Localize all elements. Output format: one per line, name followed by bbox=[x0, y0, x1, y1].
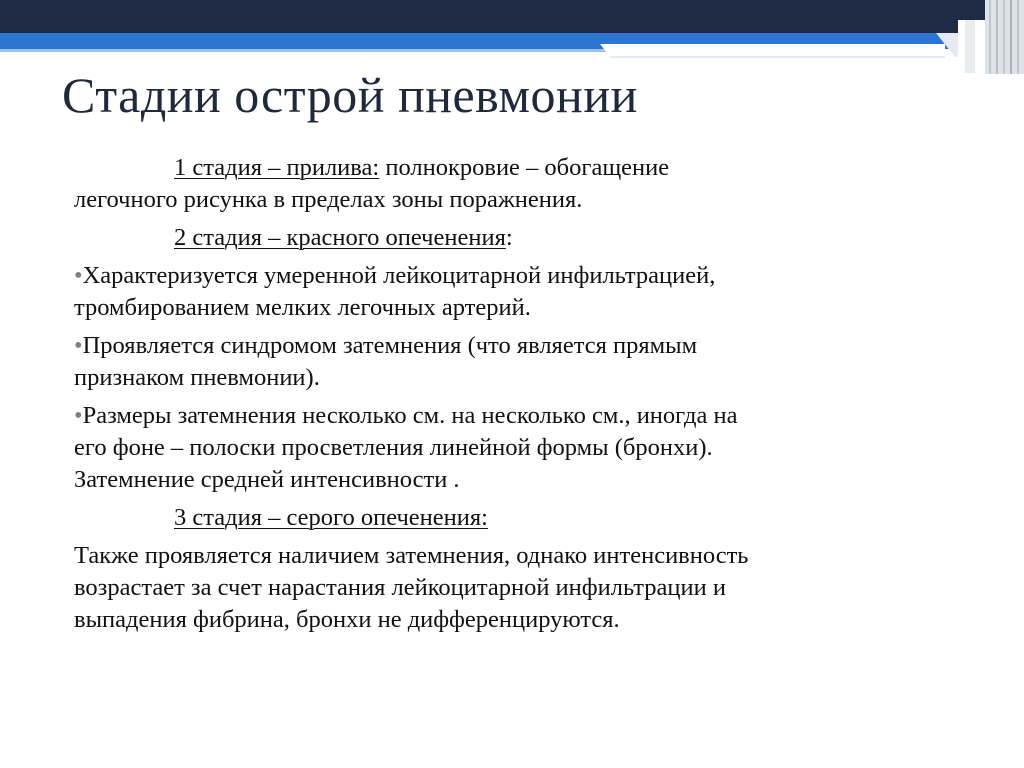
stage1-paragraph bbox=[74, 152, 954, 216]
slide-content bbox=[74, 152, 954, 642]
stage2-colon: : bbox=[505, 224, 513, 251]
bullet-item bbox=[74, 330, 954, 394]
stage3-line: возрастает за счет нарастания лейкоцитарной инфильтрации и bbox=[74, 574, 726, 601]
bullet-line: Размеры затемнения несколько см. на несколько см., иногда на bbox=[82, 402, 738, 429]
stage3-description bbox=[74, 540, 954, 636]
bullet-line: Проявляется синдромом затемнения (что является прямым bbox=[82, 332, 698, 359]
stage1-heading: 1 стадия – прилива bbox=[174, 154, 373, 181]
bullet-marker: • bbox=[74, 262, 83, 289]
bullet-line: тромбированием мелких легочных артерий. bbox=[74, 294, 531, 321]
bullet-line: признаком пневмонии). bbox=[74, 364, 320, 391]
stage3-paragraph bbox=[74, 502, 954, 534]
stage3-line: Также проявляется наличием затемнения, однако интенсивность bbox=[74, 542, 749, 569]
bullet-item bbox=[74, 260, 954, 324]
bullet-marker: • bbox=[74, 402, 83, 429]
stage1-text: полнокровие – обогащение bbox=[379, 154, 670, 181]
stage2-paragraph bbox=[74, 222, 954, 254]
bullet-marker: • bbox=[74, 332, 83, 359]
bullet-line: Характеризуется умеренной лейкоцитарной инфильтрацией, bbox=[82, 262, 716, 289]
slide-title: Стадии острой пневмонии bbox=[62, 67, 638, 123]
bullet-item bbox=[74, 400, 954, 496]
bullet-line: его фоне – полоски просветления линейной формы (бронхи). bbox=[74, 434, 713, 461]
stage3-heading: 3 стадия – серого опеченения: bbox=[174, 504, 488, 531]
stage1-line2: легочного рисунка в пределах зоны поражнения. bbox=[74, 186, 583, 213]
bullet-line: Затемнение средней интенсивности . bbox=[74, 466, 460, 493]
stage3-line: выпадения фибрина, бронхи не дифференцируются. bbox=[74, 606, 620, 633]
stage2-heading: 2 стадия – красного опеченения bbox=[174, 224, 506, 251]
stage1-colon: : bbox=[372, 154, 380, 181]
